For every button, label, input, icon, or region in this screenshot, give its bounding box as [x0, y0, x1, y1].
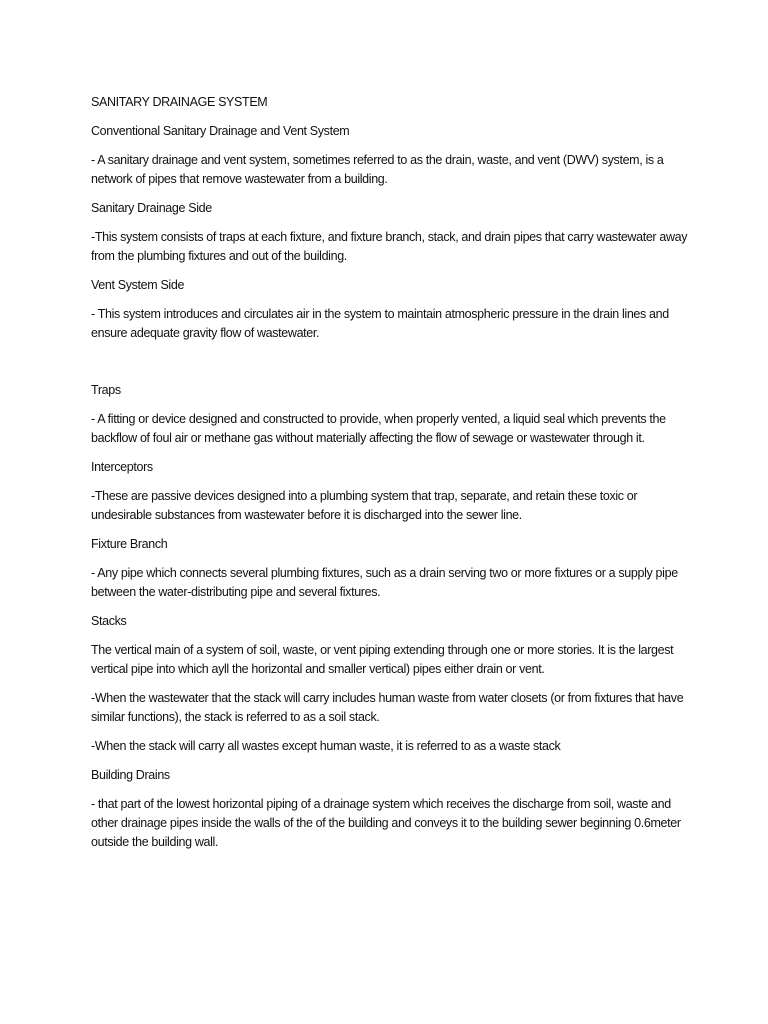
section-heading-traps: Traps	[91, 383, 121, 397]
section-paragraph: The vertical main of a system of soil, waste, or vent piping extending through one or more stories. It is the largest vertical pipe into which ayll the horizontal and smaller vertical) pipes either drain or vent.	[91, 643, 674, 676]
document-subtitle: Conventional Sanitary Drainage and Vent System	[91, 124, 350, 138]
intro-paragraph: - A sanitary drainage and vent system, sometimes referred to as the drain, waste, and vent (DWV) system, is a network of pipes that remove wastewater from a building.	[91, 153, 664, 186]
section-paragraph: - that part of the lowest horizontal piping of a drainage system which receives the discharge from soil, waste and other drainage pipes inside the walls of the of the building and conveys it to the building sewer beginning 0.6meter outside the building wall.	[91, 797, 681, 849]
section-heading-building-drains: Building Drains	[91, 768, 170, 782]
section-heading-fixture-branch: Fixture Branch	[91, 537, 168, 551]
section-paragraph: -These are passive devices designed into a plumbing system that trap, separate, and retain these toxic or undesirable substances from wastewater before it is discharged into the sewer line.	[91, 489, 638, 522]
section-heading-interceptors: Interceptors	[91, 460, 153, 474]
section-heading-stacks: Stacks	[91, 614, 127, 628]
section-heading-vent-system-side: Vent System Side	[91, 278, 185, 292]
document-title: SANITARY DRAINAGE SYSTEM	[91, 95, 268, 109]
section-paragraph: -When the stack will carry all wastes except human waste, it is referred to as a waste stack	[91, 739, 561, 753]
section-paragraph: - Any pipe which connects several plumbing fixtures, such as a drain serving two or more fixtures or a supply pipe between the water-distributing pipe and several fixtures.	[91, 566, 678, 599]
section-paragraph: -This system consists of traps at each fixture, and fixture branch, stack, and drain pipes that carry wastewater away from the plumbing fixtures and out of the building.	[91, 230, 688, 263]
section-paragraph: - A fitting or device designed and constructed to provide, when properly vented, a liquid seal which prevents the backflow of foul air or methane gas without materially affecting the flow of sewage or wastewater through it.	[91, 412, 666, 445]
section-paragraph: - This system introduces and circulates air in the system to maintain atmospheric pressure in the drain lines and ensure adequate gravity flow of wastewater.	[91, 307, 669, 340]
document-page	[91, 93, 691, 852]
section-heading-sanitary-drainage-side: Sanitary Drainage Side	[91, 201, 212, 215]
section-paragraph: -When the wastewater that the stack will carry includes human waste from water closets (or from fixtures that have similar functions), the stack is referred to as a soil stack.	[91, 691, 684, 724]
